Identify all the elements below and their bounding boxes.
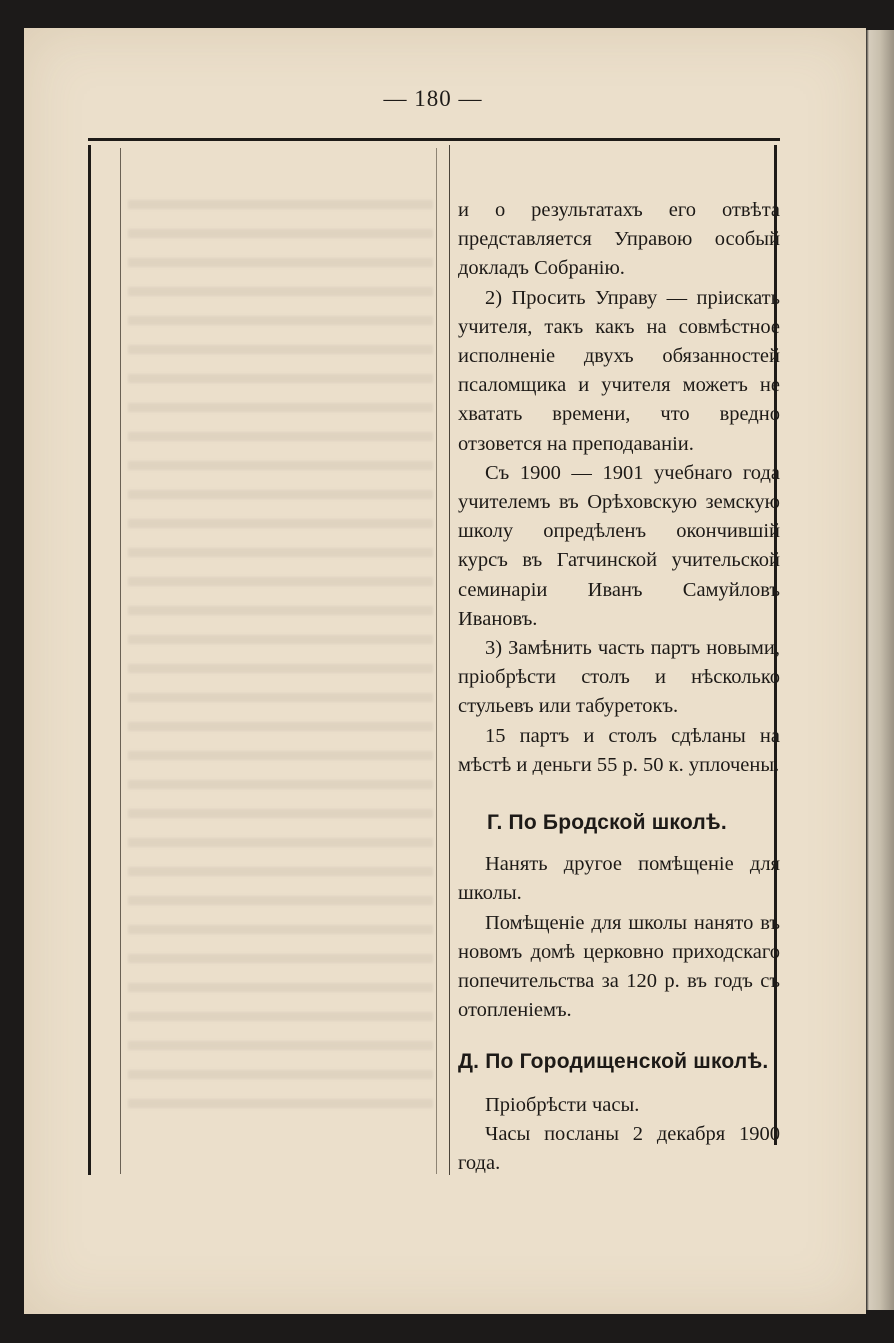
table-top-rule (88, 138, 780, 141)
paragraph: Помѣщеніе для школы нанято въ новомъ домѣ церковно приходскаго попечительства за 120 р. въ годъ съ отопленіемъ. (458, 911, 780, 1022)
section-heading: Д. По Городищенской школѣ. (458, 1050, 769, 1074)
table-inner-rule (120, 148, 121, 1174)
paragraph: и о результатахъ его отвѣта представляется Управою особый докладъ Собранію. (458, 199, 780, 280)
section-heading: Г. По Бродской школѣ. (487, 811, 727, 835)
next-page-edge (866, 30, 894, 1310)
show-through-text (128, 200, 433, 1120)
column-divider (449, 145, 450, 1175)
right-column-text (458, 196, 780, 1178)
paragraph: Пріобрѣсти часы. (485, 1093, 640, 1116)
page-number: — 180 — (383, 86, 483, 111)
paragraph: Съ 1900 — 1901 учебнаго года учителемъ въ Орѣховскую земскую школу опредѣленъ окончившій курсъ въ Гатчинской учительской семинаріи Иванъ Самуйловъ Ивановъ. (458, 461, 780, 630)
table-left-rule (88, 145, 91, 1175)
paragraph: 3) Замѣнить часть партъ новыми, пріобрѣсти столъ и нѣсколько стульевъ или табуретокъ. (458, 637, 780, 718)
left-column-right-rule (436, 148, 437, 1174)
paragraph: 2) Просить Управу — пріискать учителя, такъ какъ на совмѣстное исполненіе двухъ обязанностей псаломщика и учителя можетъ не хватать времени, что вредно отзовется на преподаваніи. (458, 286, 780, 455)
paragraph: Часы посланы 2 декабря 1900 года. (458, 1122, 780, 1175)
paragraph: 15 партъ и столъ сдѣланы на мѣстѣ и деньги 55 р. 50 к. уплочены. (458, 724, 780, 776)
paragraph: Нанять другое помѣщеніе для школы. (458, 853, 780, 905)
